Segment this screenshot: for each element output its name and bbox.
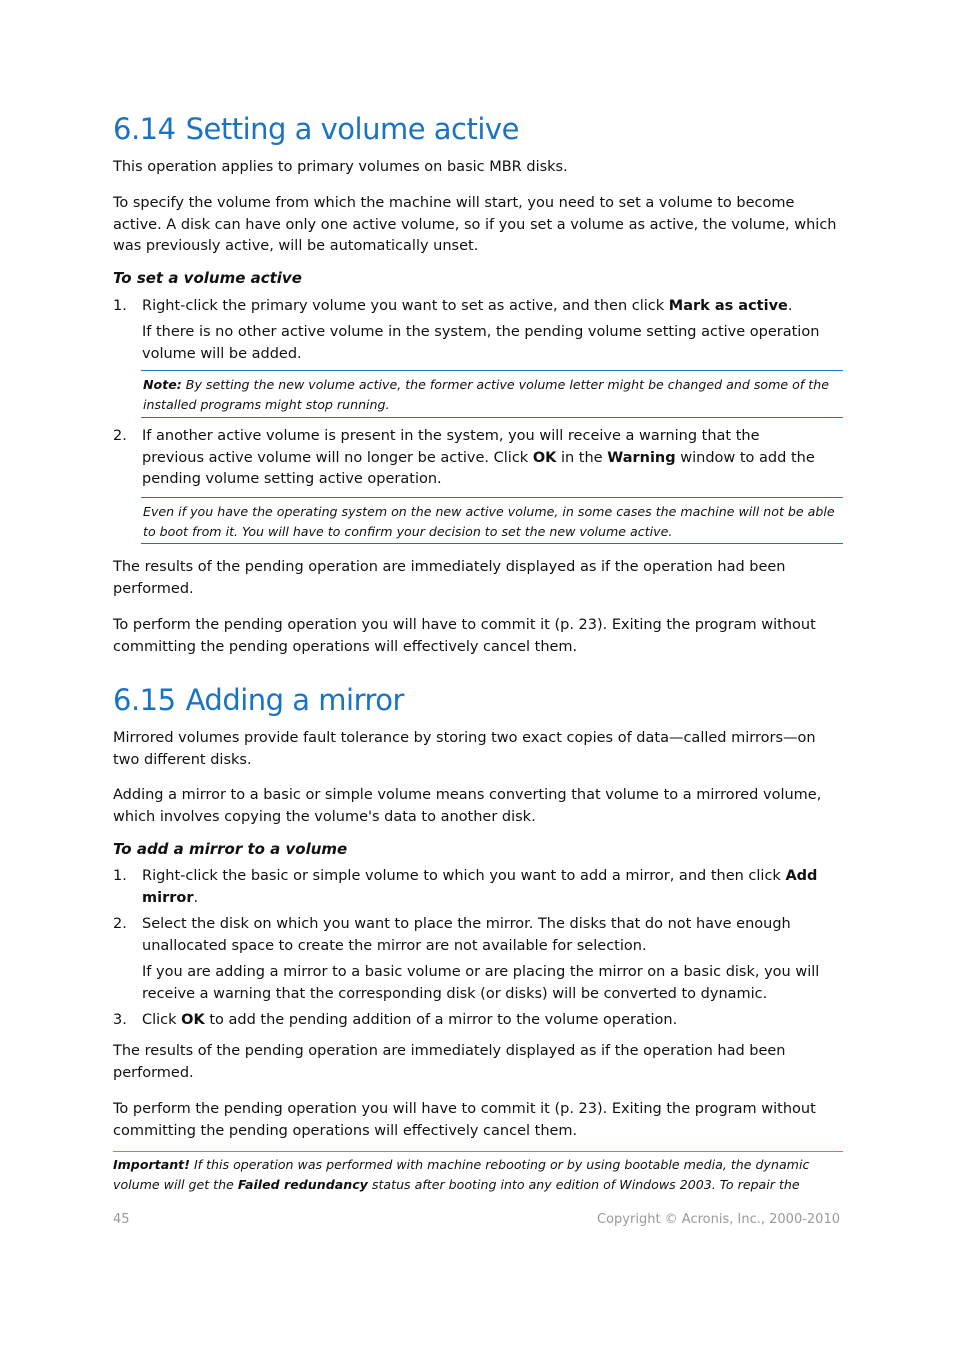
note-text: By setting the new volume active, the former active volume letter might be changed and some of the installed programs might stop running. xyxy=(143,377,829,412)
text-run: Right-click the primary volume you want to set as active, and then click xyxy=(142,298,669,314)
procedure-title: To add a mirror to a volume xyxy=(113,840,348,858)
bold-term: Mark as active xyxy=(668,298,788,314)
note-label: Note: xyxy=(143,377,182,392)
bold-term: Warning xyxy=(607,449,676,466)
text-run: Click xyxy=(142,1012,182,1028)
list-number: 1. xyxy=(113,868,127,884)
text-run: . xyxy=(787,298,793,314)
section-number: 6.15 xyxy=(113,683,176,717)
paragraph: To specify the volume from which the machine will start, you need to set a volume to become active. A disk can have only one active volume, so if you set a volume as active, the volume, which was previously active, will be automatically unset. xyxy=(113,195,837,254)
bold-term: Failed redundancy xyxy=(237,1177,368,1192)
list-text xyxy=(142,426,822,491)
paragraph: The results of the pending operation are immediately displayed as if the operation had been performed. xyxy=(113,559,786,597)
important-label: Important! xyxy=(113,1157,190,1172)
paragraph: Adding a mirror to a basic or simple volume means converting that volume to a mirrored volume, which involves copying the volume's data to another disk. xyxy=(113,787,822,825)
text-run: If another active volume is present in the system, you will receive a warning that the previous active volume will no longer be active. Click xyxy=(142,428,760,466)
list-text xyxy=(142,296,822,318)
text-run: Right-click the basic or simple volume to which you want to add a mirror, and then click xyxy=(142,868,786,884)
paragraph: This operation applies to primary volumes on basic MBR disks. xyxy=(113,159,568,175)
list-text: If you are adding a mirror to a basic volume or are placing the mirror on a basic disk, you will receive a warning that the corresponding disk (or disks) will be converted to dynamic. xyxy=(142,964,820,1002)
important-box xyxy=(113,1151,843,1195)
page-number: 45 xyxy=(113,1212,130,1227)
note-box xyxy=(141,370,843,418)
list-number: 1. xyxy=(113,298,127,314)
procedure-title: To set a volume active xyxy=(113,269,302,287)
important-text: If this operation was performed with machine rebooting or by using bootable media, the dynamic volume will get the xyxy=(113,1157,810,1192)
text-run: to add the pending addition of a mirror to the volume operation. xyxy=(204,1012,678,1028)
list-text xyxy=(142,866,822,909)
paragraph: Mirrored volumes provide fault tolerance by storing two exact copies of data—called mirrors—on two different disks. xyxy=(113,730,816,768)
paragraph: To perform the pending operation you will have to commit it (p. 23). Exiting the program without committing the pending operations will effectively cancel them. xyxy=(113,617,816,655)
list-text xyxy=(142,1010,822,1032)
list-text: If there is no other active volume in the system, the pending volume setting active operation volume will be added. xyxy=(142,324,820,362)
note-box xyxy=(141,497,843,544)
paragraph: The results of the pending operation are immediately displayed as if the operation had been performed. xyxy=(113,1043,786,1081)
section-heading-6-14 xyxy=(113,112,519,146)
section-heading-6-15 xyxy=(113,683,404,717)
section-title: Setting a volume active xyxy=(185,112,519,146)
list-number: 3. xyxy=(113,1012,127,1028)
note-text: Even if you have the operating system on the new active volume, in some cases the machine will not be able to boot from it. You will have to confirm your decision to set the new volume active. xyxy=(143,504,835,539)
bold-term: OK xyxy=(532,449,557,466)
text-run: in the xyxy=(556,449,608,466)
important-text: status after booting into any edition of Windows 2003. To repair the xyxy=(367,1177,800,1192)
copyright: Copyright © Acronis, Inc., 2000-2010 xyxy=(597,1212,840,1227)
bold-term: OK xyxy=(181,1012,205,1028)
section-title: Adding a mirror xyxy=(185,683,404,717)
list-number: 2. xyxy=(113,428,127,444)
paragraph: To perform the pending operation you will have to commit it (p. 23). Exiting the program without committing the pending operations will effectively cancel them. xyxy=(113,1101,816,1139)
list-number: 2. xyxy=(113,916,127,932)
text-run: . xyxy=(193,889,199,906)
text-run: window to add the pending volume setting active operation. xyxy=(142,449,815,487)
section-number: 6.14 xyxy=(113,112,176,146)
bold-term: Add mirror xyxy=(142,868,818,906)
list-text: Select the disk on which you want to place the mirror. The disks that do not have enough unallocated space to create the mirror are not available for selection. xyxy=(142,916,791,954)
